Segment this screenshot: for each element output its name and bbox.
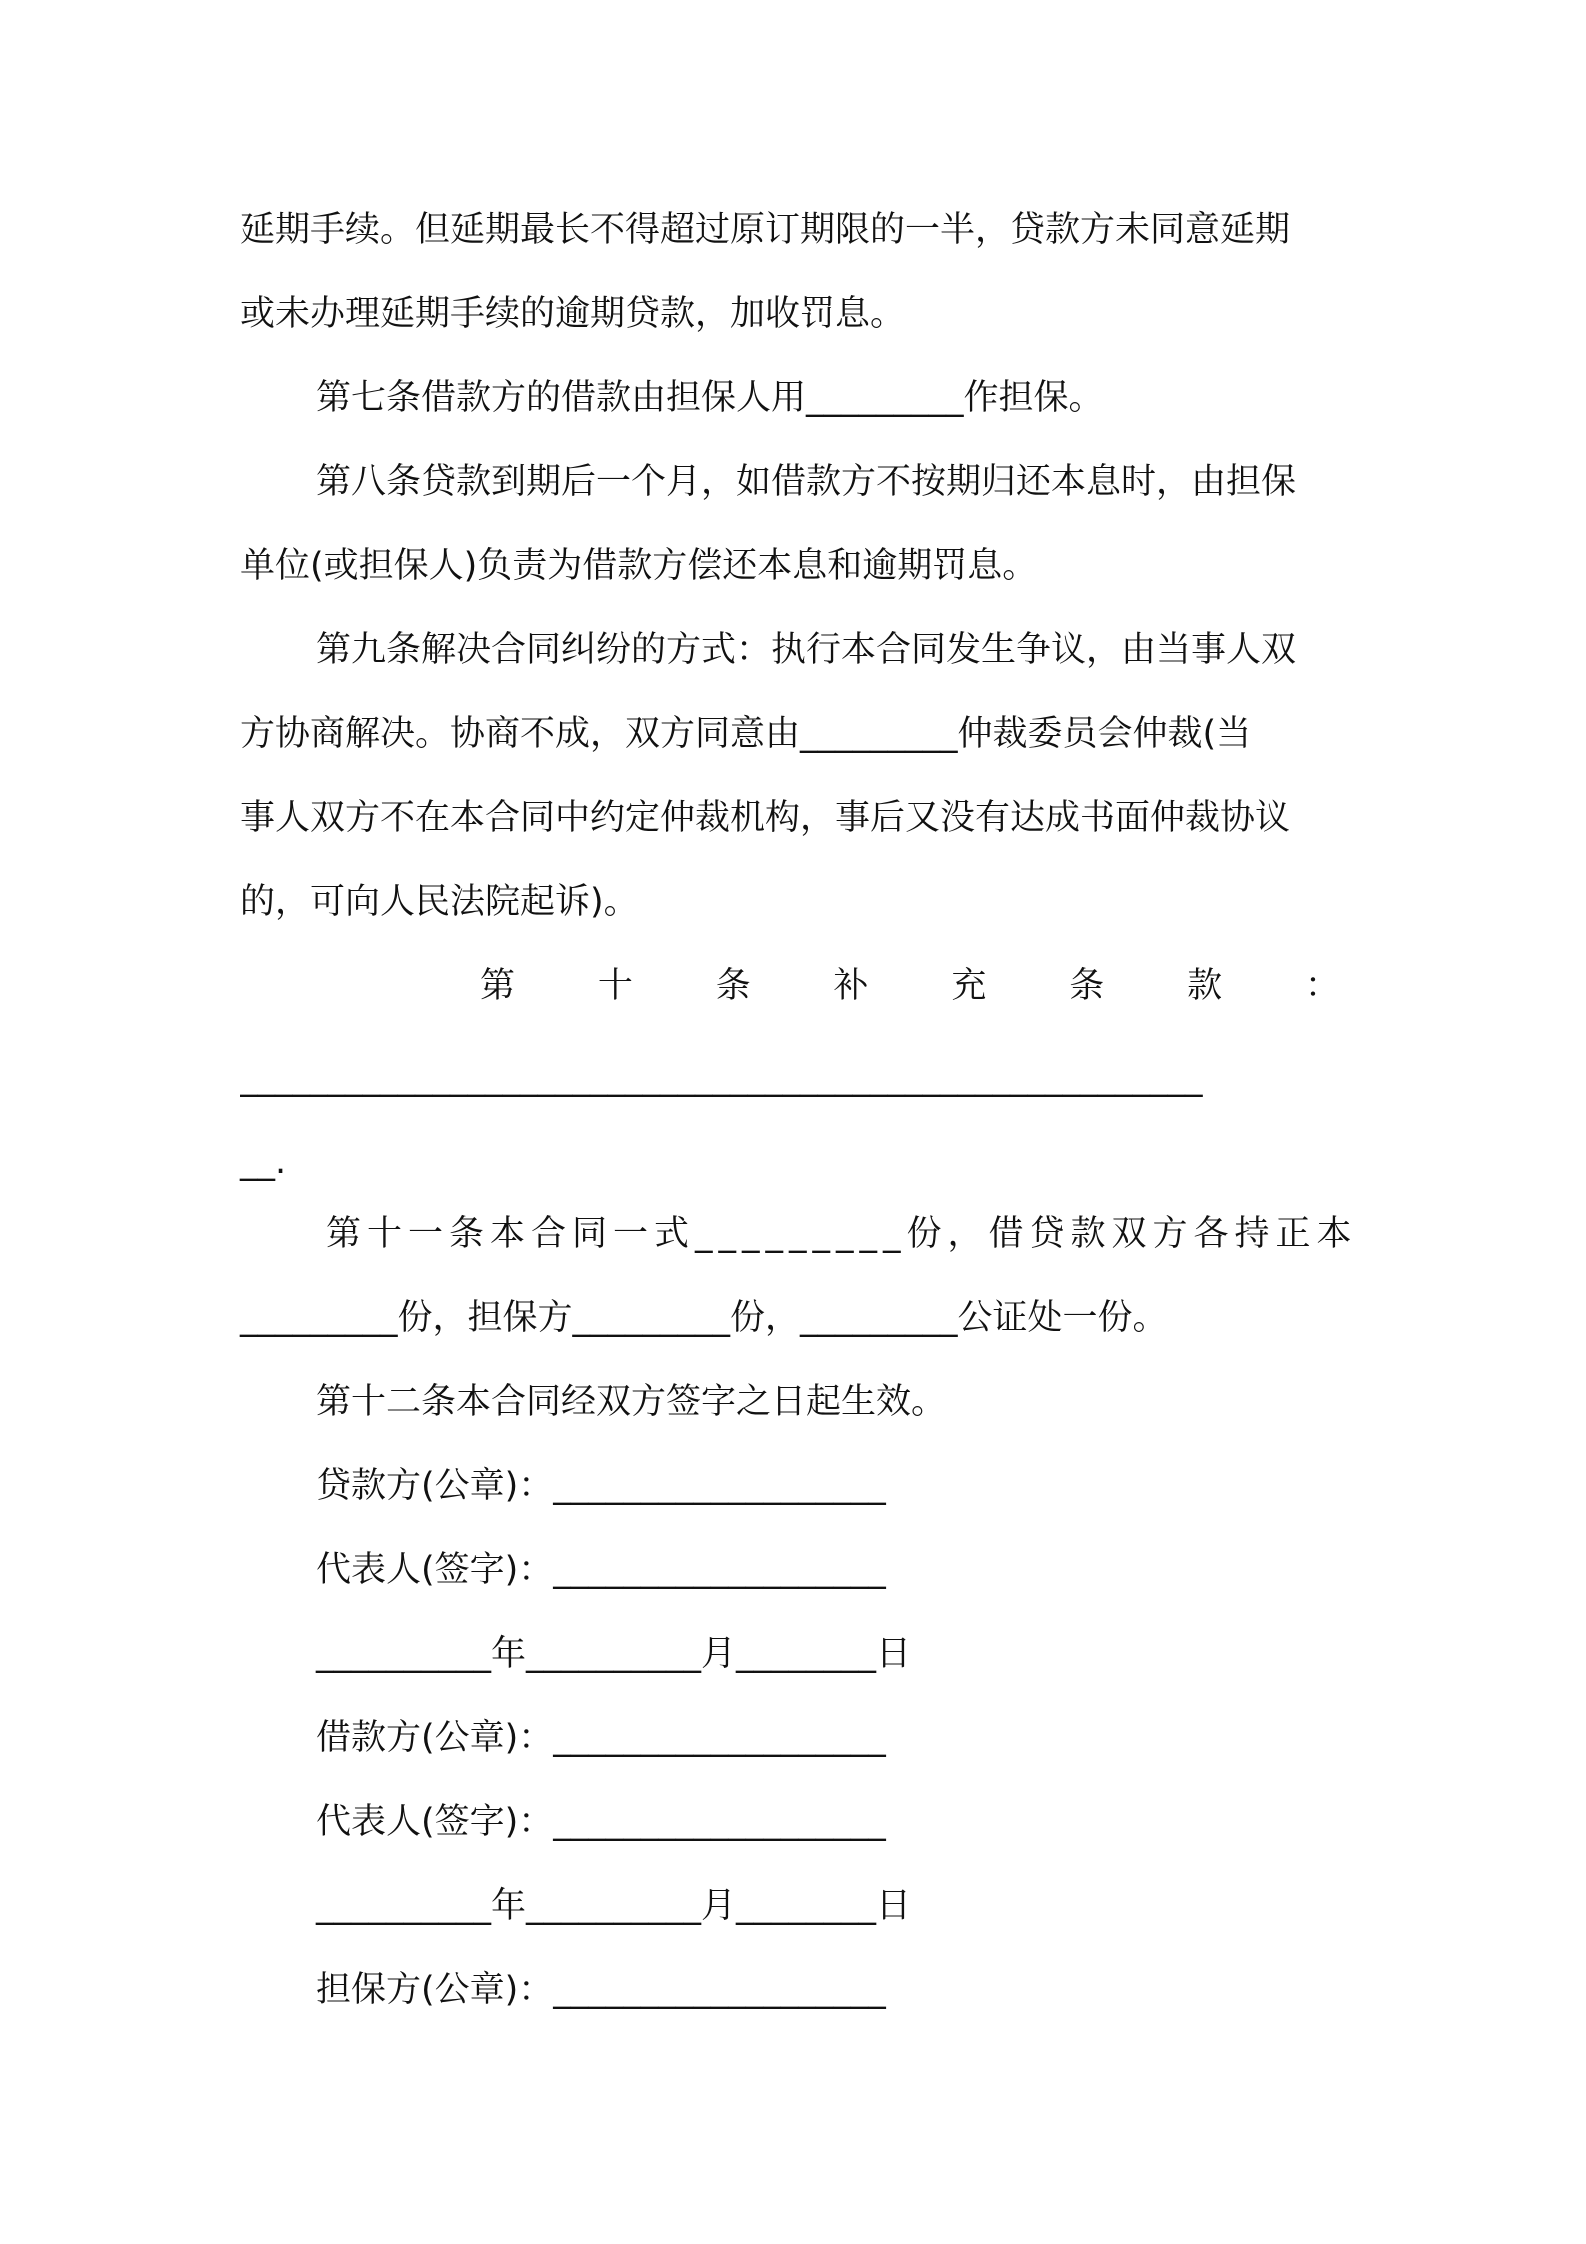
- article-10-heading: [480, 960, 1340, 1012]
- article-7: 第七条借款方的借款由担保人用_________作担保。: [316, 378, 1104, 418]
- article-9-line-2: 方协商解决。协商不成，双方同意由_________仲裁委员会仲裁(当: [240, 714, 1252, 754]
- article-10-char: 十: [597, 966, 633, 1006]
- article-8-line-1: 第八条贷款到期后一个月，如借款方不按期归还本息时，由担保: [316, 462, 1297, 502]
- article-10-char: 充: [951, 966, 987, 1006]
- lender-seal-line: 贷款方(公章)：___________________: [316, 1466, 886, 1506]
- article-12: 第十二条本合同经双方签字之日起生效。: [316, 1382, 947, 1422]
- article-10-end: __.: [240, 1142, 287, 1182]
- article-11-line-1: 第十一条本合同一式_________份，借贷款双方各持正本: [326, 1214, 1358, 1254]
- borrower-seal-line: 借款方(公章)：___________________: [316, 1718, 886, 1758]
- article-8-line-2: 单位(或担保人)负责为借款方偿还本息和逾期罚息。: [240, 546, 1038, 586]
- article-10-char: 补: [833, 966, 869, 1006]
- article-11-line-2: _________份，担保方_________份，_________公证处一份。: [240, 1298, 1168, 1338]
- article-10-blank-rule: _______________________________________________________: [240, 1058, 1203, 1098]
- paragraph-continuation-line-2: 或未办理延期手续的逾期贷款，加收罚息。: [240, 294, 906, 334]
- article-9-line-4: 的，可向人民法院起诉)。: [240, 882, 639, 922]
- article-10-char: ：: [1304, 966, 1340, 1006]
- article-10-char: 条: [1069, 966, 1105, 1006]
- guarantor-seal-line: 担保方(公章)：___________________: [316, 1970, 886, 2010]
- paragraph-continuation-line-1: 延期手续。但延期最长不得超过原订期限的一半，贷款方未同意延期: [240, 210, 1291, 250]
- article-10-char: 第: [480, 966, 516, 1006]
- article-10-char: 条: [715, 966, 751, 1006]
- lender-date-line: __________年__________月________日: [316, 1634, 912, 1674]
- lender-representative-line: 代表人(签字)：___________________: [316, 1550, 886, 1590]
- article-9-line-3: 事人双方不在本合同中约定仲裁机构，事后又没有达成书面仲裁协议: [240, 798, 1291, 838]
- borrower-representative-line: 代表人(签字)：___________________: [316, 1802, 886, 1842]
- borrower-date-line: __________年__________月________日: [316, 1886, 912, 1926]
- article-10-char: 款: [1187, 966, 1223, 1006]
- article-9-line-1: 第九条解决合同纠纷的方式：执行本合同发生争议，由当事人双: [316, 630, 1297, 670]
